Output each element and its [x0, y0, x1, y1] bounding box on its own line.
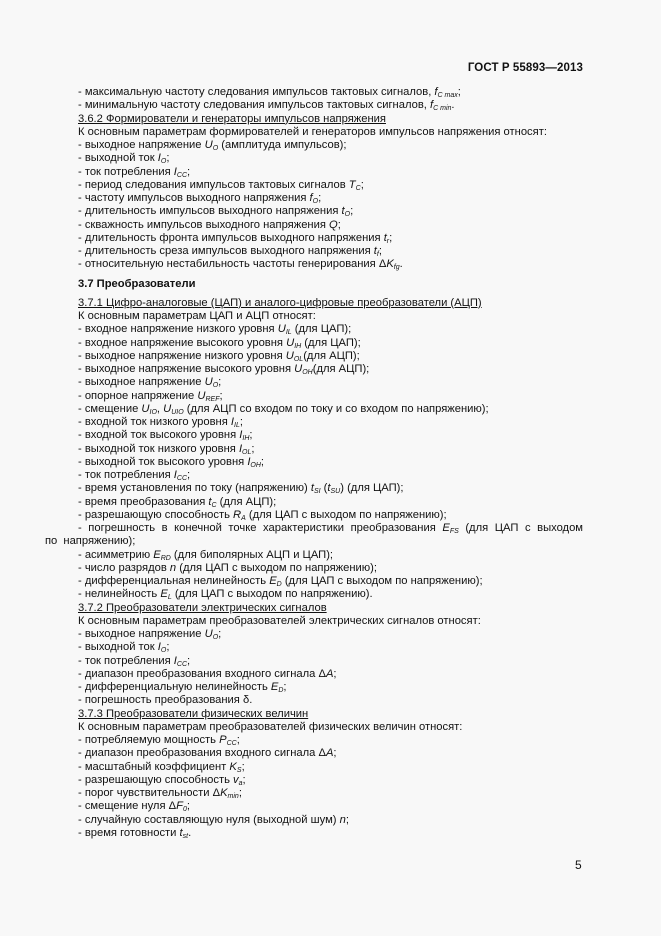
list-item	[45, 496, 583, 509]
text: ;	[187, 165, 191, 178]
text: ;	[360, 178, 364, 191]
text: ;	[242, 773, 246, 786]
text: ;	[251, 442, 255, 455]
list-item	[45, 469, 583, 482]
text: - нелинейность	[78, 588, 161, 601]
symbol-subscript: st	[182, 832, 189, 840]
text: (для биполярных АЦП и ЦАП);	[170, 548, 334, 561]
list-item	[45, 350, 583, 363]
symbol-subscript: 0	[182, 806, 187, 814]
text: - максимальную частоту следования импульсов тактовых сигналов,	[78, 86, 435, 98]
symbol-subscript: CC	[176, 171, 188, 179]
text: - время готовности	[78, 826, 180, 839]
list-item	[45, 641, 583, 654]
text: - входное напряжение высокого уровня	[78, 336, 287, 349]
text: - ток потребления	[78, 654, 174, 667]
symbol: K	[220, 787, 228, 799]
text: ;	[333, 747, 337, 760]
list-item	[45, 734, 583, 747]
symbol: I	[173, 165, 177, 178]
text: .	[451, 99, 455, 112]
list-item	[45, 575, 583, 588]
symbol: U	[204, 139, 213, 151]
text: - выходной ток	[78, 152, 158, 165]
text: - опорное напряжение	[78, 389, 198, 402]
symbol-subscript: C max	[437, 92, 458, 99]
symbol: U	[286, 336, 295, 349]
list-item	[45, 429, 583, 442]
text: - смещение	[78, 402, 142, 415]
paragraph-text	[45, 721, 583, 734]
list-item	[45, 219, 583, 232]
list-item	[45, 655, 583, 668]
text: - разрешающую способность	[78, 508, 234, 521]
text: 3.7.1 Цифро-аналоговые (ЦАП) и аналого-цифровые преобразователи (АЦП)	[78, 296, 482, 309]
list-item	[45, 827, 583, 840]
symbol-subscript: min	[227, 793, 239, 800]
list-item	[45, 376, 583, 389]
text: - ток потребления	[78, 469, 174, 481]
list-item	[45, 509, 583, 522]
symbol-subscript: OL	[293, 355, 304, 363]
symbol: U	[294, 363, 303, 375]
symbol: n	[339, 813, 346, 826]
text: - выходной ток высокого уровня	[78, 455, 248, 468]
symbol-subscript: C min	[433, 105, 452, 113]
list-item	[45, 192, 583, 205]
text: ;	[218, 628, 222, 640]
symbol-subscript: O	[212, 634, 219, 641]
symbol: U	[277, 323, 286, 336]
symbol: U	[197, 389, 206, 402]
symbol: P	[219, 734, 227, 746]
symbol: U	[285, 349, 294, 362]
text: ;	[187, 654, 191, 667]
list-item	[45, 245, 583, 258]
text: .	[399, 258, 403, 271]
symbol-subscript: O	[312, 198, 319, 205]
text: ;	[350, 205, 354, 218]
text: К основным параметрам преобразователей физических величин относят:	[78, 720, 463, 733]
document-body	[45, 86, 583, 840]
text: ;	[187, 469, 191, 481]
subsection-heading	[45, 297, 583, 310]
list-item	[45, 152, 583, 165]
symbol-subscript: IO	[149, 408, 157, 416]
list-item	[45, 443, 583, 456]
text: (	[320, 482, 328, 495]
document-header	[0, 62, 583, 74]
symbol: F	[176, 800, 183, 813]
text: - разрешающую способность	[78, 773, 234, 786]
symbol: I	[247, 455, 251, 468]
text: К основным параметрам формирователей и генераторов импульсов напряжения относят:	[78, 125, 547, 138]
text: - входной ток низкого уровня	[78, 416, 231, 428]
list-item	[45, 258, 583, 271]
text: (для АЦП);	[303, 349, 360, 362]
text: - выходное напряжение	[78, 139, 205, 151]
list-item	[45, 668, 583, 681]
text: 3.7 Преобразователи	[78, 277, 196, 290]
text: .	[188, 826, 192, 839]
list-item	[45, 139, 583, 152]
subsection-heading	[45, 602, 583, 615]
symbol: K	[229, 760, 237, 773]
text: (амплитуда импульсов);	[218, 139, 347, 151]
symbol: t	[341, 205, 345, 218]
symbol-subscript: REF	[205, 395, 220, 403]
text: - входное напряжение низкого уровня	[78, 323, 278, 336]
text: ;	[260, 455, 265, 468]
text: ;	[241, 760, 245, 773]
text: 3.7.2 Преобразователи электрических сигналов	[78, 601, 327, 614]
text: - период следования импульсов тактовых сигналов	[78, 178, 349, 191]
symbol-subscript: O	[212, 382, 219, 390]
symbol: t	[310, 482, 314, 495]
symbol-subscript: L	[167, 594, 172, 602]
paragraph-text	[45, 694, 583, 707]
text: - дифференциальная нелинейность	[78, 575, 270, 587]
symbol: U	[163, 402, 172, 415]
symbol: t	[327, 482, 331, 495]
text: ,	[156, 402, 164, 415]
list-item	[45, 800, 583, 813]
symbol-subscript: A	[241, 514, 246, 522]
list-item	[45, 456, 583, 469]
text: - диапазон преобразования входного сигнала Δ	[78, 747, 326, 760]
text: - длительность среза импульсов выходного напряжения	[78, 245, 374, 257]
list-item	[45, 232, 583, 245]
list-item	[45, 814, 583, 827]
list-item	[45, 628, 583, 641]
text: - число разрядов	[78, 561, 170, 574]
symbol-subscript: IL	[285, 329, 292, 337]
text: ;	[166, 152, 170, 165]
symbol-subscript: O	[160, 647, 167, 655]
text: - входной ток высокого уровня	[78, 429, 240, 442]
text: ;	[457, 86, 461, 98]
symbol-subscript: UIO	[171, 408, 184, 416]
section-heading	[45, 278, 583, 291]
symbol: A	[325, 747, 334, 760]
list-item	[45, 166, 583, 179]
symbol: A	[325, 667, 334, 680]
symbol-subscript: OH	[302, 369, 313, 376]
symbol-subscript: D	[278, 687, 284, 694]
text: ;	[238, 787, 242, 799]
symbol: I	[173, 469, 177, 481]
list-item	[45, 179, 583, 192]
symbol: f	[430, 99, 434, 112]
text: К основным параметрам преобразователей электрических сигналов относят:	[78, 614, 481, 627]
text: - выходной ток	[78, 641, 158, 654]
symbol: I	[239, 429, 243, 442]
list-item	[45, 482, 583, 495]
standard-id: ГОСТ Р 55893—2013	[467, 62, 583, 74]
text: ;	[249, 429, 253, 442]
text: (для ЦАП с выходом по напряжению);	[281, 575, 483, 587]
text: - относительную нестабильность частоты генерирования Δ	[78, 258, 387, 271]
list-item	[45, 416, 583, 429]
symbol-subscript: S	[236, 766, 242, 774]
symbol: v	[233, 773, 239, 786]
symbol-subscript: SI	[313, 488, 321, 496]
list-item	[45, 363, 583, 376]
text: ;	[389, 231, 393, 244]
text: - время преобразования	[78, 495, 209, 508]
text: ;	[283, 681, 287, 693]
symbol-subscript: IH	[242, 435, 250, 443]
symbol-subscript: C	[211, 501, 217, 509]
text: - выходной ток низкого уровня	[78, 442, 239, 455]
symbol: T	[348, 178, 356, 191]
text: - погрешность в конечной точке характеристики преобразования	[78, 522, 443, 534]
list-item	[45, 323, 583, 336]
text: (для АЦП);	[216, 495, 277, 508]
symbol: K	[386, 258, 394, 271]
text: (для ЦАП с выходом по напряжению);	[45, 522, 584, 548]
symbol-subscript: r	[386, 237, 390, 245]
symbol-subscript: OH	[250, 461, 261, 469]
text: ;	[166, 641, 170, 654]
paragraph-text	[45, 126, 583, 139]
symbol: E	[442, 522, 450, 534]
text: (для ЦАП);	[291, 323, 352, 336]
text: - дифференциальную нелинейность	[78, 681, 271, 693]
text: (для ЦАП с выходом по напряжению);	[176, 561, 377, 574]
subsection-heading	[45, 708, 583, 721]
page-number: 5	[575, 858, 582, 872]
symbol-subscript: f	[376, 251, 379, 258]
text: 3.6.2 Формирователи и генераторы импульсов напряжения	[78, 112, 386, 125]
symbol: U	[204, 628, 213, 640]
text: - выходное напряжение высокого уровня	[78, 363, 295, 375]
symbol: n	[169, 561, 177, 574]
symbol-subscript: RD	[160, 554, 171, 562]
text: ;	[186, 800, 190, 813]
symbol-subscript: O	[160, 158, 167, 166]
list-item	[45, 403, 583, 416]
list-item	[45, 681, 583, 694]
text: - длительность импульсов выходного напряжения	[78, 205, 342, 218]
symbol: Q	[329, 218, 338, 231]
symbol-subscript: FS	[449, 528, 459, 535]
symbol: t	[179, 826, 183, 839]
symbol: I	[173, 654, 177, 667]
text: - масштабный коэффициент	[78, 760, 230, 773]
symbol: f	[309, 192, 313, 204]
text: ;	[236, 734, 240, 746]
symbol-subscript: CC	[176, 660, 188, 668]
list-item	[45, 588, 583, 601]
symbol: I	[238, 442, 243, 455]
symbol: R	[233, 508, 242, 521]
text: ;	[333, 667, 337, 680]
symbol: U	[141, 402, 150, 415]
symbol-subscript: a	[238, 779, 243, 787]
symbol-subscript: CC	[176, 475, 188, 482]
text: 3.7.3 Преобразователи физических величин	[78, 707, 309, 720]
text: ;	[239, 416, 243, 428]
paragraph-text	[45, 310, 583, 323]
symbol: E	[270, 681, 279, 693]
symbol: t	[208, 495, 212, 508]
text: - скважность импульсов выходного напряжения	[78, 218, 330, 231]
text: ;	[219, 389, 223, 402]
text: - асимметрию	[78, 548, 154, 561]
symbol-subscript: fg	[393, 264, 400, 272]
symbol: t	[373, 245, 377, 257]
text: - выходное напряжение	[78, 376, 205, 389]
symbol-subscript: SU	[330, 488, 341, 496]
symbol-subscript: IL	[234, 422, 240, 429]
symbol: U	[204, 376, 213, 389]
list-item	[45, 205, 583, 218]
list-item	[45, 390, 583, 403]
text: - смещение нуля Δ	[78, 800, 177, 813]
symbol-subscript: D	[276, 581, 282, 588]
text: ;	[337, 218, 341, 231]
list-item	[45, 549, 583, 562]
symbol: I	[157, 152, 161, 165]
text: ) (для ЦАП);	[340, 482, 404, 495]
symbol: t	[383, 231, 387, 244]
symbol: I	[157, 641, 161, 654]
symbol-subscript: CC	[226, 740, 237, 747]
symbol: I	[230, 416, 235, 428]
symbol: E	[153, 548, 161, 561]
list-item-wrapped	[45, 522, 583, 549]
text: - выходное напряжение	[78, 628, 205, 640]
text: (для ЦАП);	[301, 336, 361, 349]
text: - погрешность преобразования δ.	[78, 694, 253, 707]
text: - потребляемую мощность	[78, 734, 220, 746]
list-item	[45, 562, 583, 575]
symbol: E	[269, 575, 277, 587]
text: - время установления по току (напряжению)	[78, 482, 311, 495]
text: ;	[218, 376, 222, 389]
symbol-subscript: IH	[294, 342, 302, 350]
list-item	[45, 337, 583, 350]
text: - порог чувствительности Δ	[78, 787, 221, 799]
subsection-heading	[45, 113, 583, 126]
list-item	[45, 747, 583, 760]
text: - диапазон преобразования входного сигнала Δ	[78, 667, 326, 680]
text: (для ЦАП с выходом по напряжению).	[171, 588, 373, 601]
text: - выходное напряжение низкого уровня	[78, 349, 286, 362]
symbol-subscript: O	[212, 145, 219, 152]
list-item	[45, 787, 583, 800]
symbol-subscript: O	[344, 211, 351, 219]
paragraph-text	[45, 615, 583, 628]
text: - минимальную частоту следования импульсов тактовых сигналов,	[78, 99, 430, 112]
list-item	[45, 774, 583, 787]
text: - частоту импульсов выходного напряжения	[78, 192, 310, 204]
list-item	[45, 761, 583, 774]
text: ;	[378, 245, 382, 257]
text: (для ЦАП с выходом по напряжению);	[245, 508, 447, 521]
text: К основным параметрам ЦАП и АЦП относят:	[78, 310, 316, 322]
text: ;	[345, 813, 349, 826]
symbol: f	[434, 86, 438, 98]
text: (для АЦП со входом по току и со входом по напряжению);	[183, 402, 489, 415]
symbol-subscript: C	[355, 184, 361, 192]
symbol-subscript: OL	[242, 448, 252, 456]
text: - случайную составляющую нуля (выходной шум)	[78, 813, 340, 826]
list-item	[45, 86, 583, 99]
list-item	[45, 99, 583, 112]
text: - ток потребления	[78, 165, 174, 178]
text: ;	[318, 192, 322, 204]
text: (для АЦП);	[312, 363, 370, 375]
text: - длительность фронта импульсов выходного напряжения	[78, 231, 384, 244]
symbol: E	[160, 588, 168, 601]
